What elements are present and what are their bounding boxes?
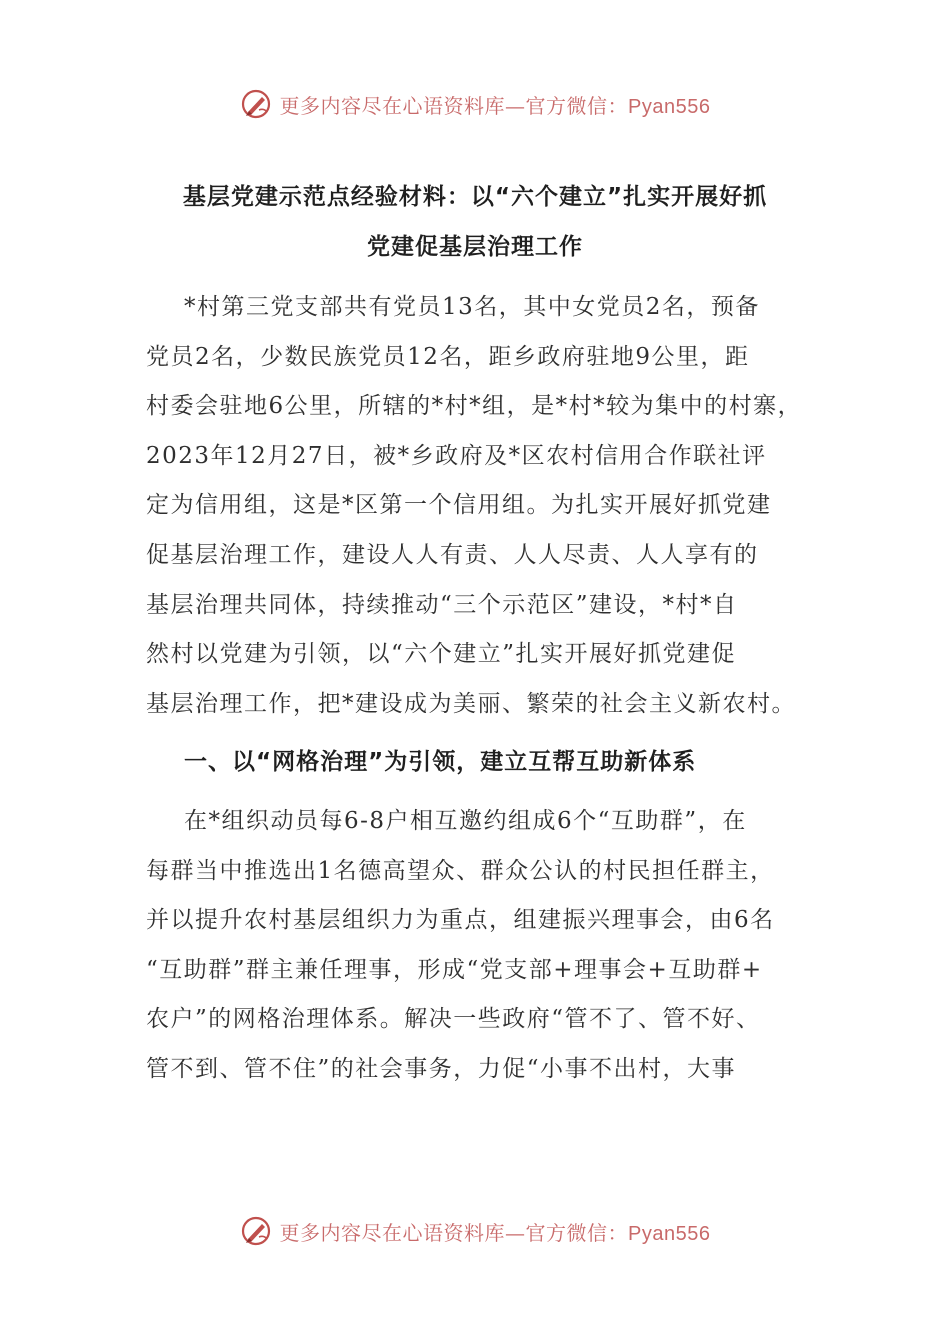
text-line: “互助群”群主兼任理事，形成“党支部+理事会+互助群+ — [146, 957, 763, 983]
watermark-text: 更多内容尽在心语资料库—官方微信：Pyan556 — [279, 1220, 711, 1245]
text-line: 并以提升农村基层组织力为重点，组建振兴理事会，由6名 — [146, 907, 775, 933]
text-line: 农户”的网格治理体系。解决一些政府“管不了、管不好、 — [146, 1006, 761, 1032]
text-line: 每群当中推选出1名德高望众、群众公认的村民担任群主， — [146, 858, 775, 884]
text-line: 2023年12月27日，被*乡政府及*区农村信用合作联社评 — [146, 443, 767, 469]
document-title-line-2: 党建促基层治理工作 — [367, 234, 583, 260]
document-title-line-1: 基层党建示范点经验材料：以“六个建立”扎实开展好抓 — [182, 184, 768, 210]
text-line: 在*组织动员每6-8户相互邀约组成6个“互助群”，在 — [184, 808, 747, 834]
pen-logo-icon — [240, 1215, 272, 1247]
text-line: 管不到、管不住”的社会事务，力促“小事不出村，大事 — [146, 1056, 737, 1082]
text-line: 定为信用组，这是*区第一个信用组。为扎实开展好抓党建 — [146, 492, 772, 518]
watermark-text: 更多内容尽在心语资料库—官方微信：Pyan556 — [279, 93, 711, 118]
text-line: 村委会驻地6公里，所辖的*村*组，是*村*较为集中的村寨， — [146, 393, 803, 419]
text-line: *村第三党支部共有党员13名，其中女党员2名，预备 — [184, 294, 760, 320]
text-line: 基层治理共同体，持续推动“三个示范区”建设，*村*自 — [146, 592, 738, 618]
text-line: 党员2名，少数民族党员12名，距乡政府驻地9公里，距 — [146, 344, 750, 370]
section-heading-1: 一、以“网格治理”为引领，建立互帮互助新体系 — [184, 749, 697, 775]
watermark-footer — [0, 1211, 950, 1251]
pen-logo-icon — [240, 88, 272, 120]
text-line: 基层治理工作，把*建设成为美丽、繁荣的社会主义新农村。 — [146, 691, 796, 717]
watermark-header — [0, 84, 950, 124]
text-line: 然村以党建为引领，以“六个建立”扎实开展好抓党建促 — [146, 641, 737, 667]
text-line: 促基层治理工作，建设人人有责、人人尽责、人人享有的 — [146, 542, 759, 568]
